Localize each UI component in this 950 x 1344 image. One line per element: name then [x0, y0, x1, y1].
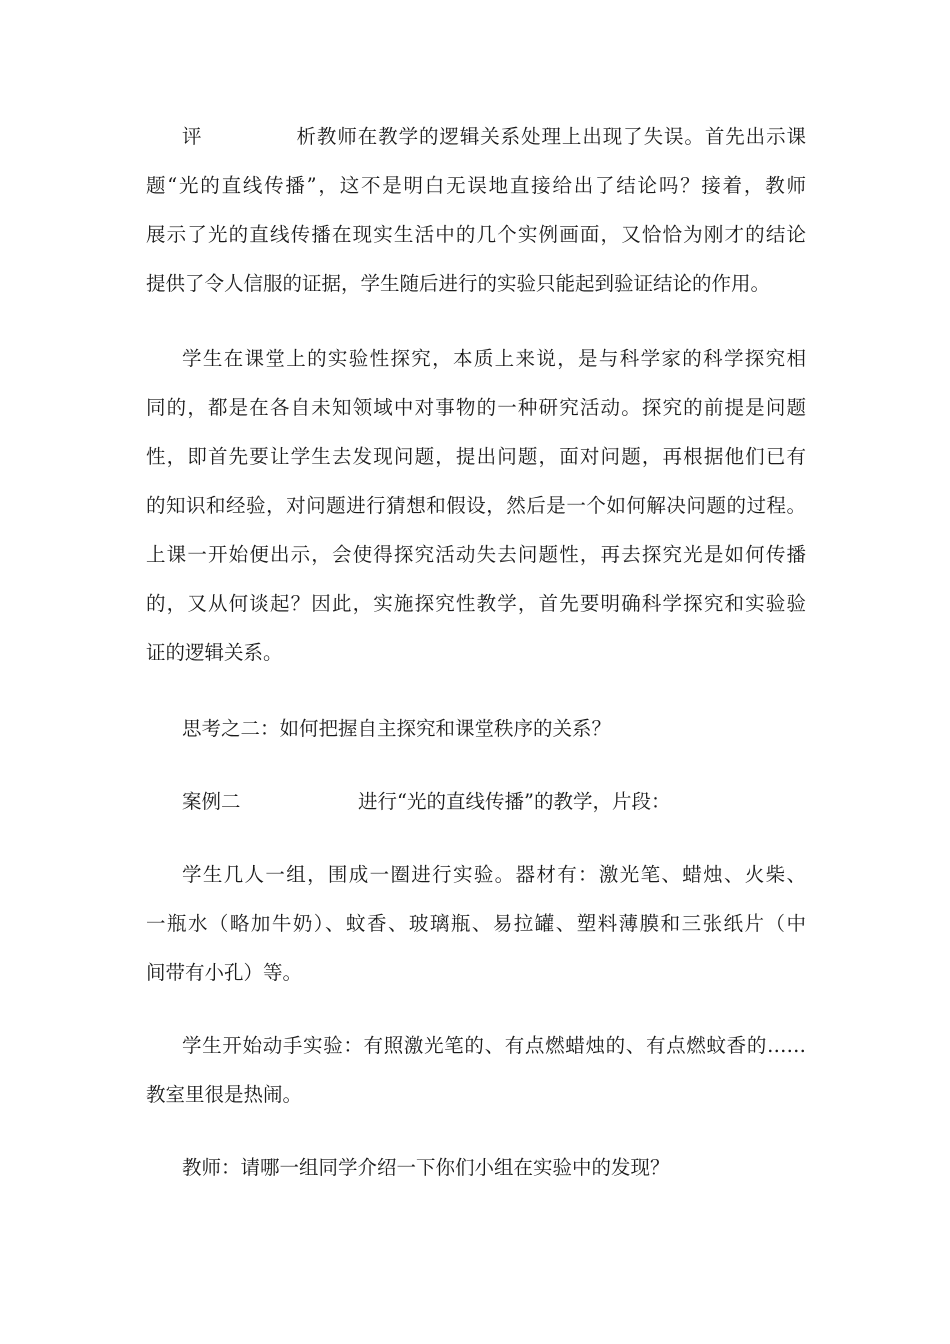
text-line	[146, 777, 806, 826]
paragraph-teacher-question	[146, 1143, 806, 1192]
text-line: 提供了令人信服的证据，学生随后进行的实验只能起到验证结论的作用。	[146, 272, 771, 295]
paragraph-materials	[146, 850, 806, 997]
text-line: 展示了光的直线传播在现实生活中的几个实例画面，又恰恰为刚才的结论	[146, 223, 806, 246]
text-line: 教室里很是热闹。	[146, 1083, 303, 1106]
line-text: 教师在教学的逻辑关系处理上出现了失误。首先出示课	[316, 125, 806, 148]
text-line: 学生在课堂上的实验性探究，本质上来说，是与科学家的科学探究相	[182, 347, 806, 370]
text-line: 的知识和经验，对问题进行猜想和假设，然后是一个如何解决问题的过程。	[146, 494, 806, 517]
text-line: 思考之二：如何把握自主探究和课堂秩序的关系？	[182, 717, 612, 740]
text-line: 性，即首先要让学生去发现问题，提出问题，面对问题，再根据他们已有	[146, 445, 806, 468]
paragraph-question-two	[146, 704, 806, 753]
text-line: 学生几人一组，围成一圈进行实验。器材有：激光笔、蜡烛、火柴、	[182, 863, 806, 886]
text-line: 同的，都是在各自未知领域中对事物的一种研究活动。探究的前提是问题	[146, 396, 806, 419]
text-line: 教师：请哪一组同学介绍一下你们小组在实验中的发现？	[182, 1156, 670, 1179]
section-label: 案例二	[182, 790, 241, 813]
text-line: 的，又从何谈起？因此，实施探究性教学，首先要明确科学探究和实验验	[146, 592, 806, 615]
text-line: 上课一开始便出示，会使得探究活动失去问题性，再去探究光是如何传播	[146, 543, 806, 566]
line-text: 进行“光的直线传播”的教学，片段：	[358, 790, 671, 813]
text-line: 间带有小孔）等。	[146, 961, 303, 984]
text-line: 题“光的直线传播”，这不是明白无误地直接给出了结论吗？接着，教师	[146, 174, 806, 197]
text-line: 证的逻辑关系。	[146, 641, 283, 664]
paragraph-experiment	[146, 1021, 806, 1119]
text-line	[146, 112, 806, 161]
section-label: 评析	[182, 125, 316, 148]
paragraph-case-two	[146, 777, 806, 826]
paragraph-discussion	[146, 334, 806, 677]
paragraph-analysis	[146, 112, 806, 308]
text-line: 学生开始动手实验：有照激光笔的、有点燃蜡烛的、有点燃蚊香的……	[182, 1034, 806, 1057]
text-line: 一瓶水（略加牛奶）、蚊香、玻璃瓶、易拉罐、塑料薄膜和三张纸片（中	[146, 912, 806, 935]
